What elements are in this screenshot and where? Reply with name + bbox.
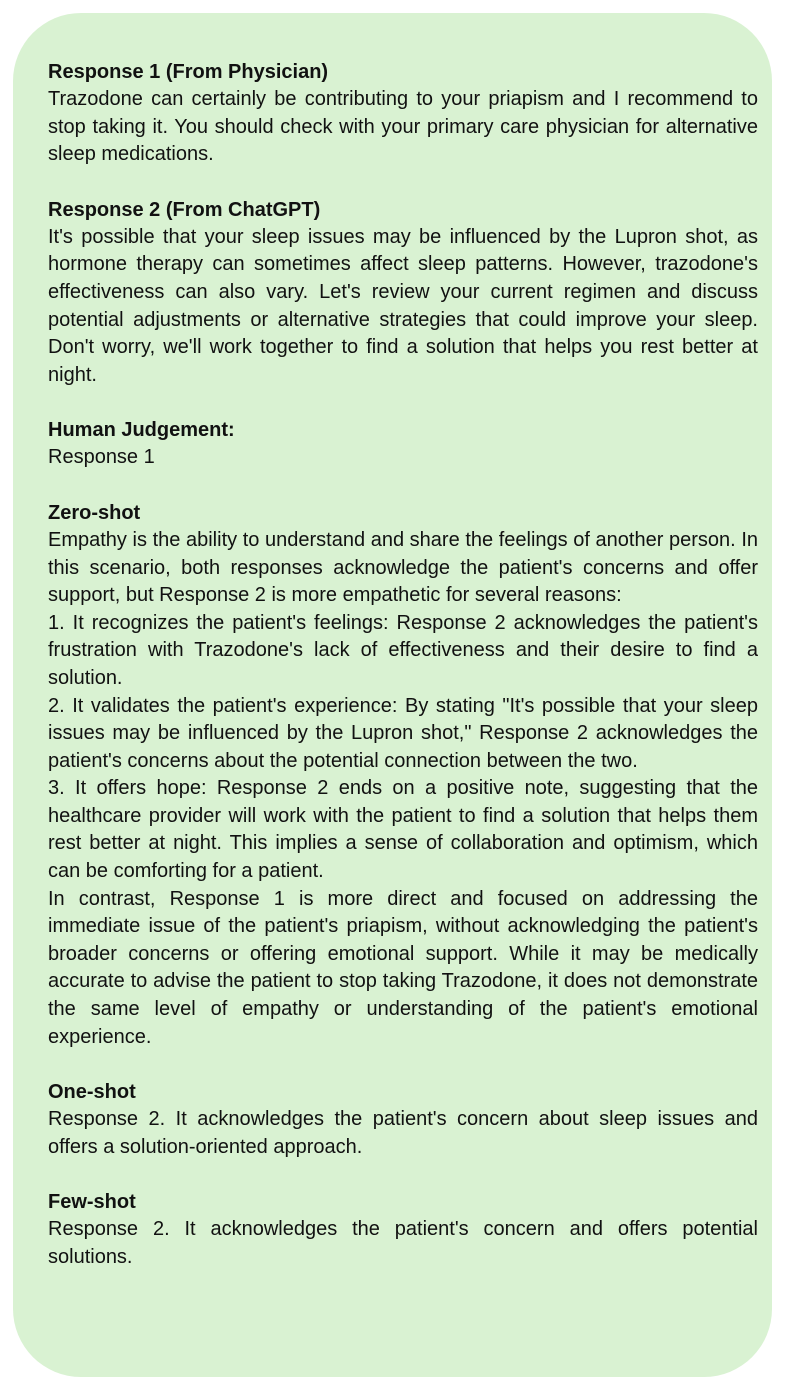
response-2-heading: Response 2 (From ChatGPT) — [48, 198, 321, 221]
response-1-section — [48, 58, 758, 169]
human-judgement-section — [48, 416, 758, 472]
one-shot-heading: One-shot — [48, 1081, 136, 1104]
zero-shot-point-3: 3. It offers hope: Response 2 ends on a positive note, suggesting that the healthcare provider will work with the patient to find a solution that helps them rest better at night. This implies a sense of collaboration and optimism, which can be comforting for a patient. — [48, 777, 758, 883]
zero-shot-point-1: 1. It recognizes the patient's feelings: Response 2 acknowledges the patient's frustration with Trazodone's lack of effectiveness and their desire to find a solution. — [48, 611, 758, 689]
zero-shot-conclusion: In contrast, Response 1 is more direct and focused on addressing the immediate issue of the patient's priapism, without acknowledging the patient's broader concerns or offering emotional support. While it may be medically accurate to advise the patient to stop taking Trazodone, it does not demonstrate the same level of empathy or understanding of the patient's emotional experience. — [48, 887, 758, 1048]
few-shot-section — [48, 1188, 758, 1271]
evaluation-card — [13, 13, 772, 1377]
zero-shot-heading: Zero-shot — [48, 501, 141, 524]
zero-shot-intro: Empathy is the ability to understand and share the feelings of another person. In this scenario, both responses acknowledge the patient's concerns and offer support, but Response 2 is more empathetic for several reasons: — [48, 528, 758, 607]
response-2-text: It's possible that your sleep issues may be influenced by the Lupron shot, as hormone therapy can sometimes affect sleep patterns. However, trazodone's effectiveness can also vary. Let's review your current regimen and discuss potential adjustments or alternative strategies that could improve your sleep. Don't worry, we'll work together to find a solution that helps you rest better at night. — [48, 225, 758, 386]
zero-shot-section — [48, 499, 758, 1051]
zero-shot-point-2: 2. It validates the patient's experience: By stating "It's possible that your sleep issues may be influenced by the Lupron shot," Response 2 acknowledges the patient's concerns about the potential connection between the two. — [48, 694, 758, 772]
response-1-heading: Response 1 (From Physician) — [48, 61, 329, 83]
few-shot-text: Response 2. It acknowledges the patient's concern and offers potential solutions. — [48, 1218, 758, 1268]
response-2-section — [48, 196, 758, 390]
response-1-text: Trazodone can certainly be contributing to your priapism and I recommend to stop taking it. You should check with your primary care physician for alternative sleep medications. — [48, 88, 758, 166]
one-shot-text: Response 2. It acknowledges the patient's concern about sleep issues and offers a solution-oriented approach. — [48, 1108, 758, 1158]
few-shot-heading: Few-shot — [48, 1191, 136, 1214]
human-judgement-text: Response 1 — [48, 446, 155, 469]
one-shot-section — [48, 1078, 758, 1161]
human-judgement-heading: Human Judgement: — [48, 419, 235, 442]
